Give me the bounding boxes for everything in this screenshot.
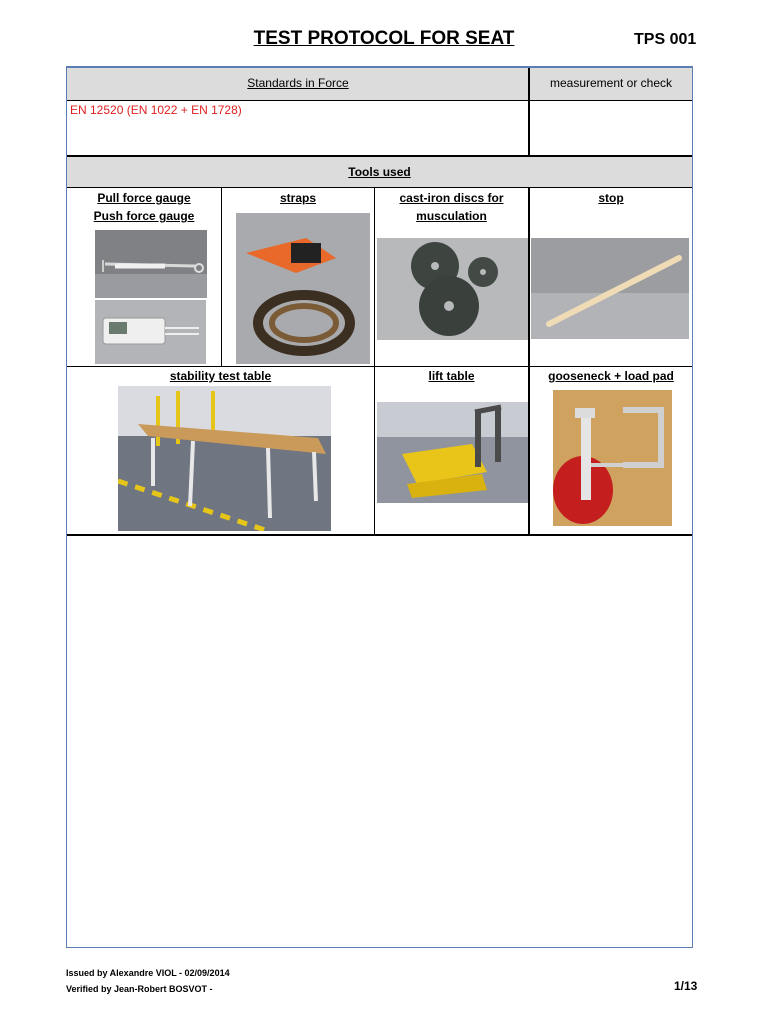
gooseneck-photo <box>553 390 672 526</box>
page-number: 1/13 <box>674 979 698 993</box>
verified-by: Verified by Jean-Robert BOSVOT - <box>66 984 213 994</box>
straps-photo <box>236 213 370 364</box>
pull-gauge-label: Pull force gauge <box>97 191 191 205</box>
row-divider <box>67 534 692 536</box>
column-divider <box>528 68 530 156</box>
push-gauge-photo <box>95 300 206 364</box>
straps-label: straps <box>279 191 317 205</box>
measurement-header: measurement or check <box>549 76 673 90</box>
standards-header: Standards in Force <box>247 76 349 90</box>
column-divider <box>221 188 222 366</box>
discs-label-line2: musculation <box>416 209 487 223</box>
standards-value: EN 12520 (EN 1022 + EN 1728) <box>70 103 242 117</box>
row-divider <box>67 100 692 101</box>
standards-header-cell <box>67 68 529 100</box>
cast-iron-discs-photo <box>377 238 528 340</box>
measurement-header-cell <box>530 68 692 100</box>
column-divider <box>528 188 530 534</box>
tools-header: Tools used <box>348 165 411 179</box>
issued-by: Issued by Alexandre VIOL - 02/09/2014 <box>66 968 230 978</box>
push-gauge-label: Push force gauge <box>93 209 195 223</box>
stability-table-label: stability test table <box>169 369 272 383</box>
stop-photo <box>531 238 689 339</box>
row-divider <box>67 187 692 188</box>
stability-table-photo <box>118 386 331 531</box>
discs-label-line1: cast-iron discs for <box>399 191 504 205</box>
tools-header-cell <box>67 157 692 187</box>
protocol-table <box>66 66 693 948</box>
pull-gauge-photo <box>95 230 207 298</box>
lift-table-label: lift table <box>428 369 475 383</box>
lift-table-photo <box>377 402 528 503</box>
column-divider <box>374 367 375 534</box>
stop-label: stop <box>598 191 624 205</box>
page-title: TEST PROTOCOL FOR SEAT <box>253 28 515 49</box>
gooseneck-label: gooseneck + load pad <box>548 369 674 383</box>
document-code: TPS 001 <box>634 31 697 48</box>
